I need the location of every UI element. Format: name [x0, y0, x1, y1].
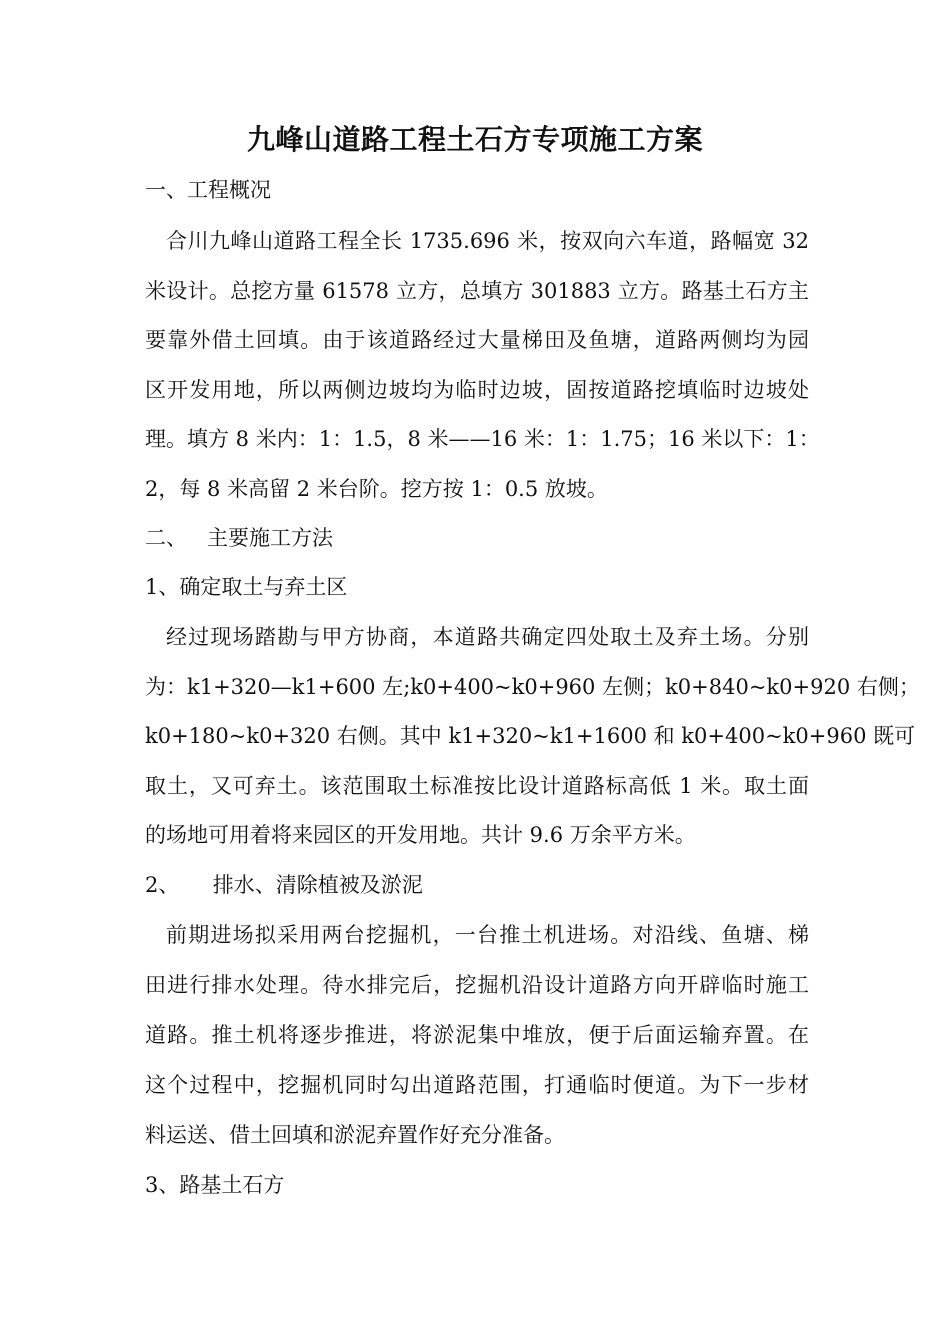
paragraph-line: 要靠外借土回填。由于该道路经过大量梯田及鱼塘，道路两侧均为园 — [145, 328, 809, 352]
paragraph-line: 为：k1+320—k1+600 左;k0+400~k0+960 左侧；k0+840~k0+920 右侧； — [145, 675, 920, 699]
section-heading-overview: 一、工程概况 — [145, 178, 271, 202]
section-heading-methods: 二、 主要施工方法 — [145, 526, 334, 550]
subsection-heading-subgrade: 3、路基土石方 — [145, 1173, 285, 1197]
paragraph-line: 这个过程中，挖掘机同时勾出道路范围，打通临时便道。为下一步材 — [145, 1073, 809, 1097]
paragraph-line: 道路。推土机将逐步推进，将淤泥集中堆放，便于后面运输弃置。在 — [145, 1023, 809, 1047]
paragraph-line: 米设计。总挖方量 61578 立方，总填方 301883 立方。路基土石方主 — [145, 279, 809, 303]
subsection-heading-borrow-spoil: 1、确定取土与弃土区 — [145, 575, 348, 599]
paragraph-line: k0+180~k0+320 右侧。其中 k1+320~k1+1600 和 k0+400~k0+960 既可 — [145, 724, 916, 748]
paragraph-line: 理。填方 8 米内：1：1.5，8 米——16 米：1：1.75；16 米以下：1： — [145, 427, 820, 451]
paragraph-line: 合川九峰山道路工程全长 1735.696 米，按双向六车道，路幅宽 32 — [166, 229, 809, 253]
paragraph-line: 取土，又可弃土。该范围取土标准按比设计道路标高低 1 米。取土面 — [145, 774, 809, 798]
paragraph-line: 2，每 8 米高留 2 米台阶。挖方按 1：0.5 放坡。 — [145, 477, 608, 501]
paragraph-line: 经过现场踏勘与甲方协商，本道路共确定四处取土及弃土场。分别 — [166, 625, 809, 649]
subsection-heading-drainage: 2、 排水、清除植被及淤泥 — [145, 873, 423, 897]
paragraph-line: 的场地可用着将来园区的开发用地。共计 9.6 万余平方米。 — [145, 823, 696, 847]
paragraph-line: 料运送、借土回填和淤泥弃置作好充分准备。 — [145, 1123, 565, 1147]
document-title: 九峰山道路工程土石方专项施工方案 — [246, 123, 703, 156]
paragraph-line: 田进行排水处理。待水排完后，挖掘机沿设计道路方向开辟临时施工 — [145, 973, 809, 997]
paragraph-line: 前期进场拟采用两台挖掘机，一台推土机进场。对沿线、鱼塘、梯 — [166, 923, 809, 947]
paragraph-line: 区开发用地，所以两侧边坡均为临时边坡，固按道路挖填临时边坡处 — [145, 378, 809, 402]
